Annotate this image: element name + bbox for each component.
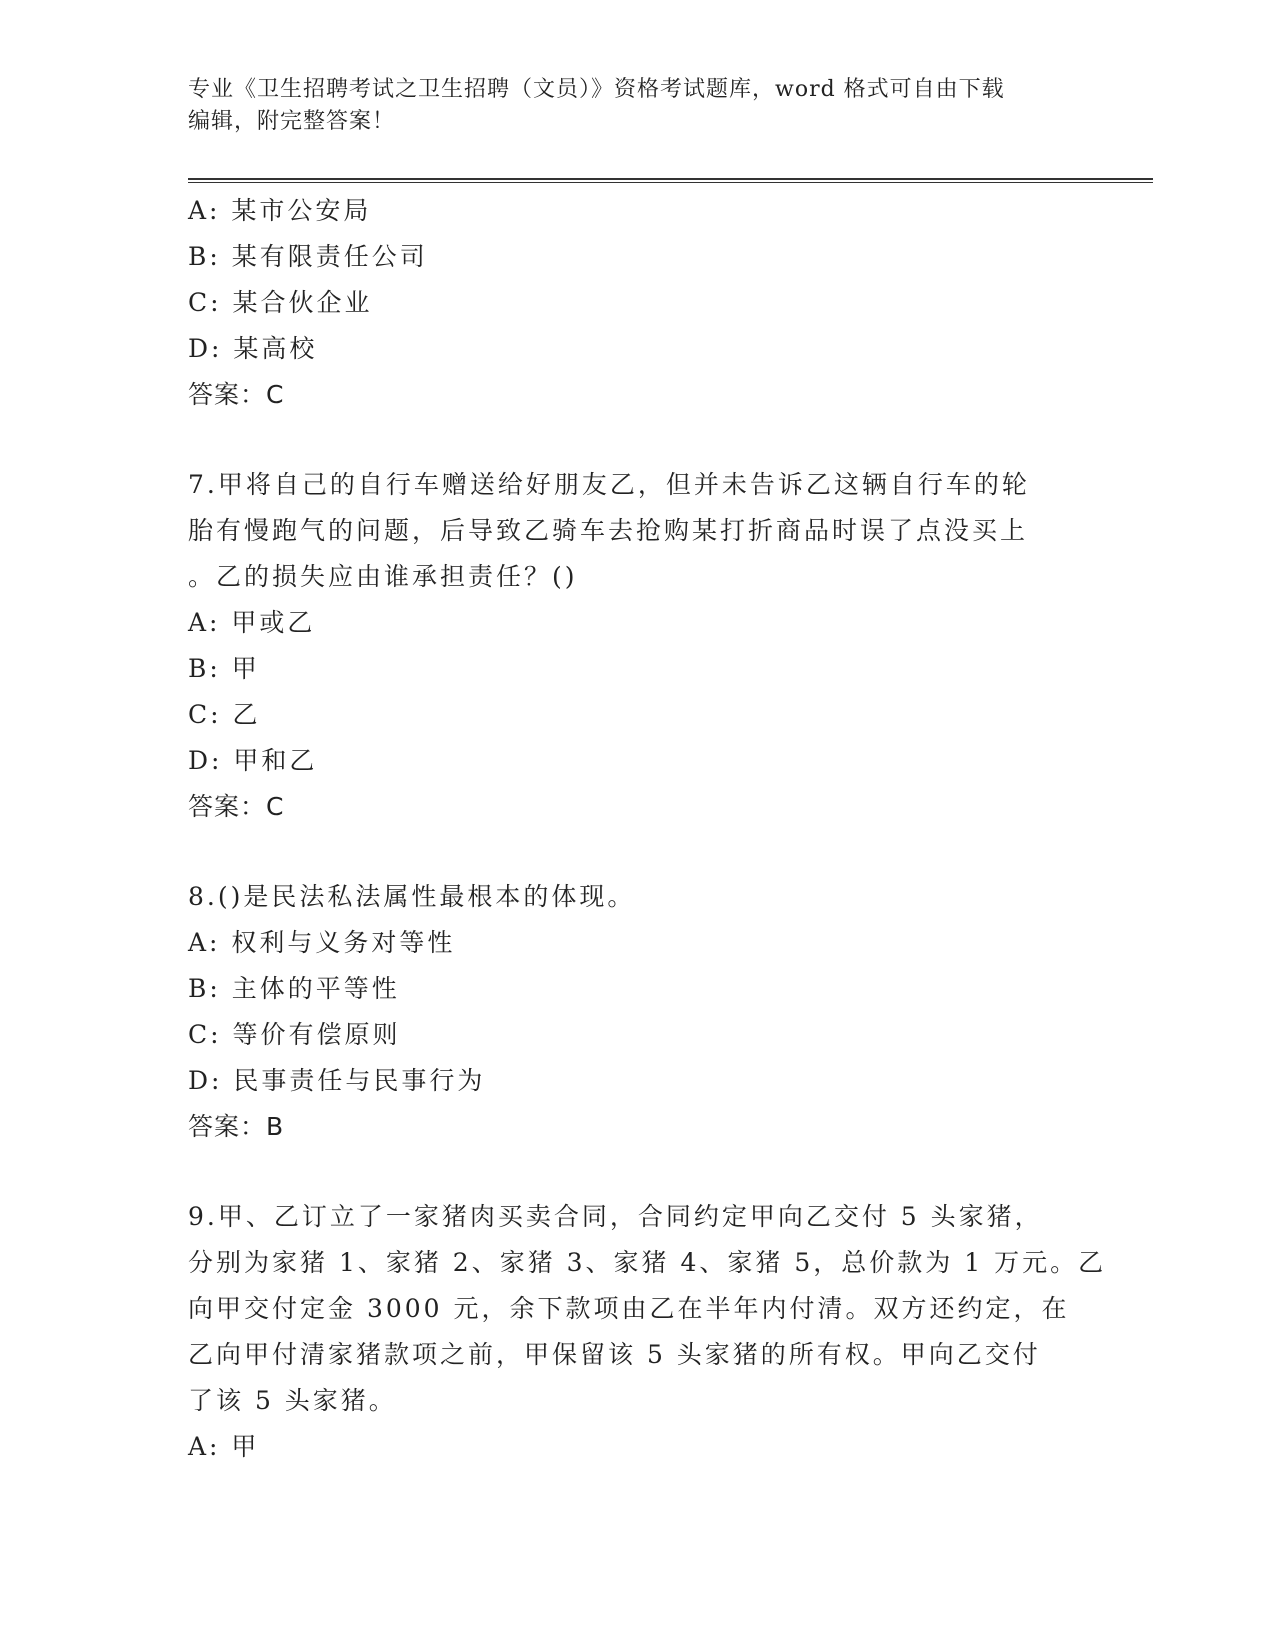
option-c: C: 等价有偿原则 <box>188 1020 401 1049</box>
question-stem-line: 9.甲、乙订立了一家猪肉买卖合同，合同约定甲向乙交付 5 头家猪， <box>188 1202 1043 1231</box>
answer: 答案：C <box>188 380 285 409</box>
option-a: A: 甲或乙 <box>188 608 316 637</box>
option-a: A: 甲 <box>188 1432 260 1461</box>
option-d: D: 民事责任与民事行为 <box>188 1066 486 1095</box>
header-divider <box>188 178 1153 183</box>
spacer <box>188 1150 1088 1194</box>
option-d: D: 甲和乙 <box>188 746 318 775</box>
option-b: B: 甲 <box>188 654 260 683</box>
document-header <box>188 74 1088 138</box>
spacer <box>188 418 1088 462</box>
question-stem-line: 胎有慢跑气的问题，后导致乙骑车去抢购某打折商品时误了点没买上 <box>188 516 1029 545</box>
question-stem-line: 了该 5 头家猪。 <box>188 1386 397 1415</box>
question-stem-line: 向甲交付定金 3000 元，余下款项由乙在半年内付清。双方还约定，在 <box>188 1294 1070 1323</box>
question-9 <box>188 1194 1107 1470</box>
option-d: D: 某高校 <box>188 334 318 363</box>
answer: 答案：C <box>188 792 285 821</box>
question-stem-line: 。乙的损失应由谁承担责任？() <box>188 562 578 591</box>
option-a: A: 权利与义务对等性 <box>188 928 456 957</box>
header-line-1: 专业《卫生招聘考试之卫生招聘（文员）》资格考试题库，word 格式可自由下载 <box>188 77 1005 102</box>
answer: 答案：B <box>188 1112 285 1141</box>
question-6 <box>188 188 1088 418</box>
question-8 <box>188 874 1088 1150</box>
question-stem-line: 分别为家猪 1、家猪 2、家猪 3、家猪 4、家猪 5，总价款为 1 万元。乙 <box>188 1248 1107 1277</box>
question-7 <box>188 462 1088 830</box>
question-stem-line: 乙向甲付清家猪款项之前，甲保留该 5 头家猪的所有权。甲向乙交付 <box>188 1340 1041 1369</box>
option-b: B: 主体的平等性 <box>188 974 400 1003</box>
option-a: A: 某市公安局 <box>188 196 372 225</box>
option-b: B: 某有限责任公司 <box>188 242 428 271</box>
option-c: C: 某合伙企业 <box>188 288 373 317</box>
header-line-2: 编辑，附完整答案！ <box>188 109 396 134</box>
spacer <box>188 830 1088 874</box>
question-list <box>188 188 1107 1470</box>
option-c: C: 乙 <box>188 700 261 729</box>
question-stem-line: 7.甲将自己的自行车赠送给好朋友乙，但并未告诉乙这辆自行车的轮 <box>188 470 1030 499</box>
question-stem-line: 8.()是民法私法属性最根本的体现。 <box>188 882 636 911</box>
